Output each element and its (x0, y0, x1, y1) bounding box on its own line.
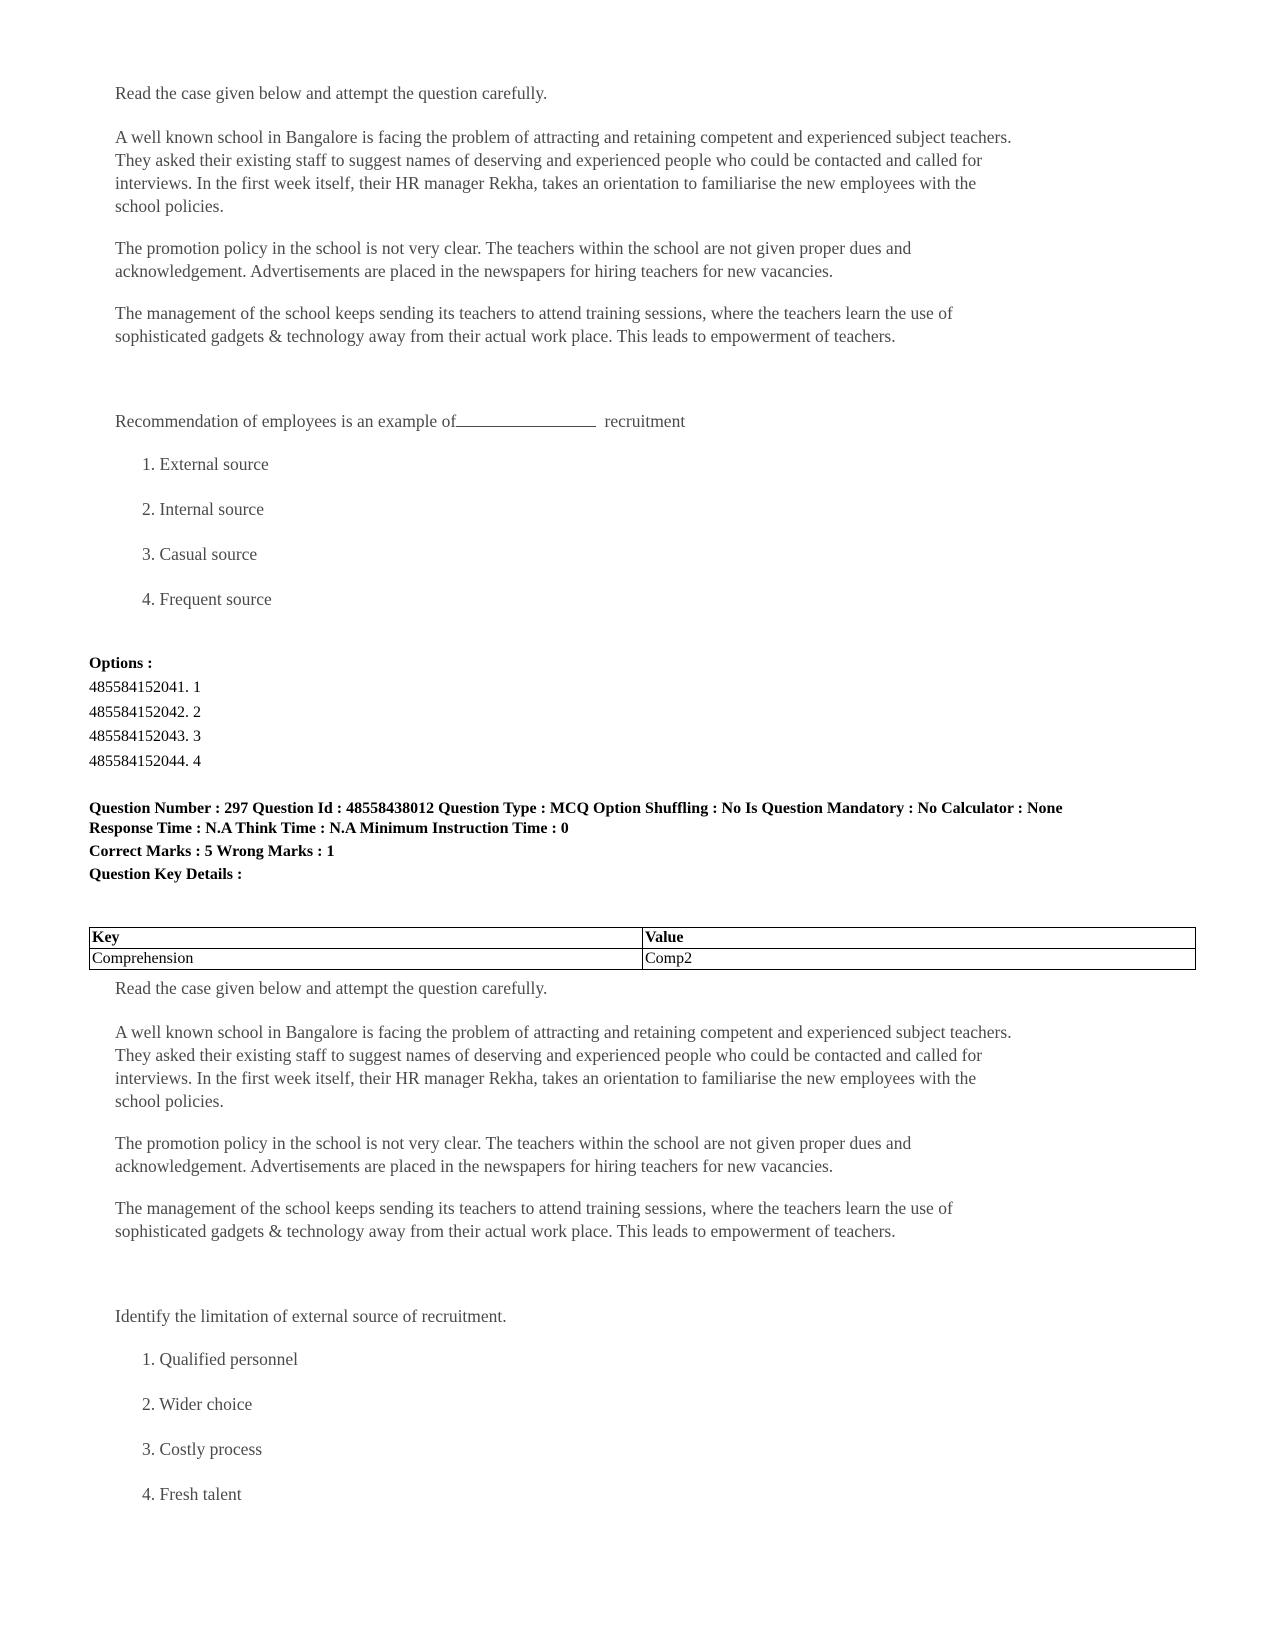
choice-item: 3. Costly process (142, 1439, 263, 1459)
choice-item: 4. Fresh talent (142, 1484, 242, 1504)
choice-item: 3. Casual source (142, 544, 258, 564)
instruction-text: Read the case given below and attempt the question carefully. (115, 978, 548, 998)
options-label: Options : (89, 655, 153, 672)
question-meta-line-1: Question Number : 297 Question Id : 48558438012 Question Type : MCQ Option Shuffling : No Is Question Mandatory : No Calculator : None (89, 800, 1063, 817)
choice-item: 4. Frequent source (142, 589, 272, 609)
option-item: 485584152044. 4 (89, 752, 201, 770)
options-block (89, 652, 201, 774)
case-paragraph-1: A well known school in Bangalore is facing the problem of attracting and retaining competent and experienced subject teachers. They asked their existing staff to suggest names of deserving and experienced people who could be contacted and called for interviews. In the first week itself, their HR manager Rekha, takes an orientation to familiarise the new employees with the school policies. (115, 1022, 1012, 1111)
table-cell: Comprehension (90, 949, 643, 970)
case-paragraph-3: The management of the school keeps sending its teachers to attend training sessions, where the teachers learn the use of sophisticated gadgets & technology away from their actual work place. This leads to empowerment of teachers. (115, 303, 953, 346)
comprehension-passage-2 (115, 977, 1015, 1528)
question-text-post: recruitment (604, 411, 686, 431)
marks-line: Correct Marks : 5 Wrong Marks : 1 (89, 843, 335, 860)
key-details-label: Question Key Details : (89, 866, 243, 883)
option-item: 485584152042. 2 (89, 703, 201, 721)
case-paragraph-1: A well known school in Bangalore is facing the problem of attracting and retaining competent and experienced subject teachers. They asked their existing staff to suggest names of deserving and experienced people who could be contacted and called for interviews. In the first week itself, their HR manager Rekha, takes an orientation to familiarise the new employees with the school policies. (115, 127, 1012, 216)
table-cell: Comp2 (643, 949, 1196, 970)
question-header (89, 799, 1199, 885)
question-text: Identify the limitation of external source of recruitment. (115, 1306, 507, 1326)
table-header-cell: Value (643, 928, 1196, 949)
table-header-row (90, 928, 1196, 949)
table-header-cell: Key (90, 928, 643, 949)
case-paragraph-3: The management of the school keeps sending its teachers to attend training sessions, where the teachers learn the use of sophisticated gadgets & technology away from their actual work place. This leads to empowerment of teachers. (115, 1198, 953, 1241)
choice-item: 2. Wider choice (142, 1394, 253, 1414)
choice-item: 1. Qualified personnel (142, 1349, 298, 1369)
choice-item: 2. Internal source (142, 499, 264, 519)
instruction-text: Read the case given below and attempt the question carefully. (115, 83, 548, 103)
question-text (115, 410, 1015, 433)
table-row (90, 949, 1196, 970)
option-item: 485584152043. 3 (89, 728, 201, 745)
comprehension-passage-1 (115, 82, 1015, 633)
key-details-table (89, 927, 1196, 970)
question-text-pre: Recommendation of employees is an example of (115, 411, 457, 431)
case-paragraph-2: The promotion policy in the school is not very clear. The teachers within the school are not given proper dues and acknowledgement. Advertisements are placed in the newspapers for hiring teachers for new vacancies. (115, 238, 912, 281)
choice-item: 1. External source (142, 454, 269, 474)
choice-list (115, 453, 1015, 611)
option-item: 485584152041. 1 (89, 679, 201, 696)
choice-list (115, 1348, 1015, 1506)
case-paragraph-2: The promotion policy in the school is not very clear. The teachers within the school are not given proper dues and acknowledgement. Advertisements are placed in the newspapers for hiring teachers for new vacancies. (115, 1133, 912, 1176)
question-meta-line-2: Response Time : N.A Think Time : N.A Minimum Instruction Time : 0 (89, 820, 569, 837)
fill-blank (456, 411, 596, 427)
